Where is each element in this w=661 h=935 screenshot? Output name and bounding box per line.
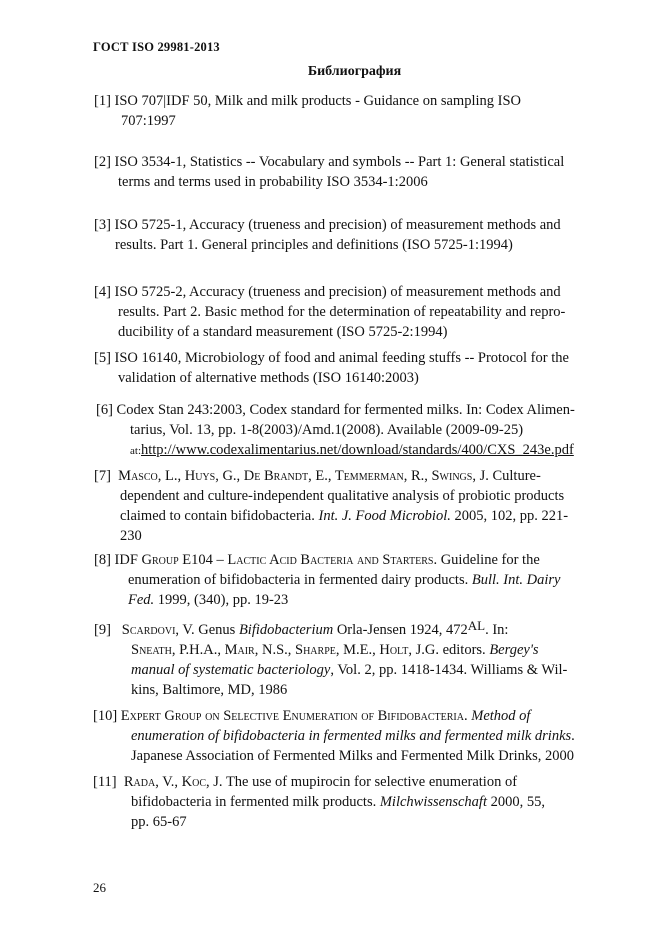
reference-9-number: [9] — [94, 622, 111, 638]
reference-8-line-2 — [94, 570, 614, 590]
reference-7-line-4: 230 — [120, 528, 142, 544]
reference-8-line-3-b: 1999, (340), pp. 19-23 — [157, 592, 289, 608]
reference-10-line-2 — [93, 726, 615, 746]
reference-3-line-2: results. Part 1. General principles and definitions (ISO 5725-1:1994) — [115, 237, 513, 253]
reference-7-line-3 — [94, 506, 614, 526]
reference-8-journal-part-2: Fed. — [128, 592, 155, 608]
reference-9-line-1-c: . In: — [485, 622, 509, 638]
reference-8-line-2-a: enumeration of bifidobacteria in fermented dairy products. — [128, 572, 469, 588]
reference-11-line-3: pp. 65-67 — [131, 814, 187, 830]
reference-10-title-part-1: Method of — [471, 708, 531, 724]
reference-10-number: [10] — [93, 708, 118, 724]
reference-9-line-3 — [94, 660, 614, 680]
reference-8-authors: IDF Group E104 – Lactic Acid Bacteria and Starters. — [114, 552, 438, 568]
reference-2 — [94, 152, 614, 192]
reference-9-line-1 — [94, 620, 614, 640]
reference-10-line-3: Japanese Association of Fermented Milks and Fermented Milk Drinks, 2000 — [131, 748, 574, 764]
reference-7-journal: Int. J. Food Microbiol. — [318, 508, 451, 524]
reference-7-line-3-b: 2005, 102, pp. 221- — [454, 508, 569, 524]
reference-10-line-2-b: . — [571, 728, 575, 744]
reference-4 — [94, 282, 614, 342]
reference-8-line-1 — [94, 550, 614, 570]
reference-9-genus: Bifidobacterium — [238, 622, 334, 638]
codex-standard-link[interactable]: http://www.codexalimentarius.net/download/standards/400/CXS_243e.pdf — [141, 442, 574, 458]
reference-11-authors: Rada, V., Koc, J. — [123, 774, 223, 790]
reference-7-line-1-tail: Culture- — [492, 468, 541, 484]
reference-1 — [94, 91, 614, 131]
reference-7-line-3-a: claimed to contain bifidobacteria. — [120, 508, 315, 524]
reference-7-line-2: dependent and culture-independent qualitative analysis of probiotic products — [120, 488, 565, 504]
reference-11-journal: Milchwissenschaft — [379, 794, 487, 810]
reference-9-line-3-b: , Vol. 2, pp. 1418-1434. Williams & Wil- — [330, 662, 568, 678]
reference-2-line-1: [2] ISO 3534-1, Statistics -- Vocabulary and symbols -- Part 1: General statistical — [94, 154, 565, 170]
document-standard-header: ГОСТ ISO 29981-2013 — [93, 40, 220, 54]
reference-9-editors: Sneath, P.H.A., Mair, N.S., Sharpe, M.E., Holt, J.G. — [131, 642, 439, 658]
reference-9-book-part-1: Bergey's — [489, 642, 539, 658]
reference-11-line-2-b: 2000, 55, — [490, 794, 545, 810]
reference-4-line-2: results. Part 2. Basic method for the determination of repeatability and repro- — [118, 304, 566, 320]
reference-5 — [94, 348, 614, 388]
reference-8 — [94, 550, 614, 610]
reference-6 — [96, 400, 614, 461]
reference-9-line-4: kins, Baltimore, MD, 1986 — [131, 682, 288, 698]
reference-3 — [94, 215, 614, 255]
reference-11-line-1 — [93, 772, 615, 792]
reference-7-authors: Masco, L., Huys, G., De Brandt, E., Temmerman, R., Swings, J. — [118, 468, 489, 484]
reference-9-line-2 — [94, 640, 614, 660]
reference-2-line-2: terms and terms used in probability ISO 3534-1:2006 — [118, 174, 428, 190]
reference-4-line-3: ducibility of a standard measurement (ISO 5725-2:1994) — [118, 324, 448, 340]
reference-11-line-2-a: bifidobacteria in fermented milk products. — [131, 794, 377, 810]
reference-8-journal-part-1: Bull. Int. Dairy — [471, 572, 561, 588]
reference-6-line-1: [6] Codex Stan 243:2003, Codex standard for fermented milks. In: Codex Alimen- — [96, 402, 575, 418]
reference-5-line-2: validation of alternative methods (ISO 16140:2003) — [118, 370, 419, 386]
reference-9-author: Scardovi, V. — [121, 622, 195, 638]
reference-8-number: [8] — [94, 552, 111, 568]
reference-3-line-1: [3] ISO 5725-1, Accuracy (trueness and precision) of measurement methods and — [94, 217, 561, 233]
reference-9-line-1-a: Genus — [198, 622, 236, 638]
reference-10-line-1 — [93, 706, 615, 726]
reference-7-number: [7] — [94, 468, 111, 484]
page-number: 26 — [93, 880, 106, 895]
reference-9-line-1-b: Orla-Jensen 1924, 472 — [336, 622, 468, 638]
reference-7 — [94, 466, 614, 546]
reference-1-line-1: [1] ISO 707|IDF 50, Milk and milk products - Guidance on sampling ISO — [94, 93, 521, 109]
reference-9-book-part-2: manual of systematic bacteriology — [131, 662, 331, 678]
reference-10 — [93, 706, 615, 766]
reference-1-line-2: 707:1997 — [121, 113, 176, 129]
reference-4-line-1: [4] ISO 5725-2, Accuracy (trueness and precision) of measurement methods and — [94, 284, 561, 300]
reference-11-number: [11] — [93, 774, 117, 790]
reference-6-line-2: tarius, Vol. 13, pp. 1-8(2003)/Amd.1(2008). Available (2009-09-25) — [130, 422, 524, 438]
reference-11 — [93, 772, 615, 832]
reference-10-title-part-2: enumeration of bifidobacteria in fermented milks and fermented milk drinks — [131, 728, 572, 744]
reference-6-at-label: at: — [130, 445, 141, 457]
reference-11-line-2 — [93, 792, 615, 812]
reference-9-superscript: AL — [467, 618, 486, 633]
reference-9-line-2-b: editors. — [442, 642, 486, 658]
reference-10-authors: Expert Group on Selective Enumeration of Bifidobacteria. — [120, 708, 468, 724]
reference-5-line-1: [5] ISO 16140, Microbiology of food and animal feeding stuffs -- Protocol for the — [94, 350, 569, 366]
reference-8-line-3 — [94, 590, 614, 610]
bibliography-title: Библиография — [307, 64, 402, 79]
reference-9 — [94, 620, 614, 700]
reference-11-line-1-tail: The use of mupirocin for selective enumeration of — [225, 774, 518, 790]
reference-7-line-1 — [94, 466, 614, 486]
reference-8-line-1-tail: Guideline for the — [440, 552, 540, 568]
reference-6-line-3 — [96, 440, 614, 461]
